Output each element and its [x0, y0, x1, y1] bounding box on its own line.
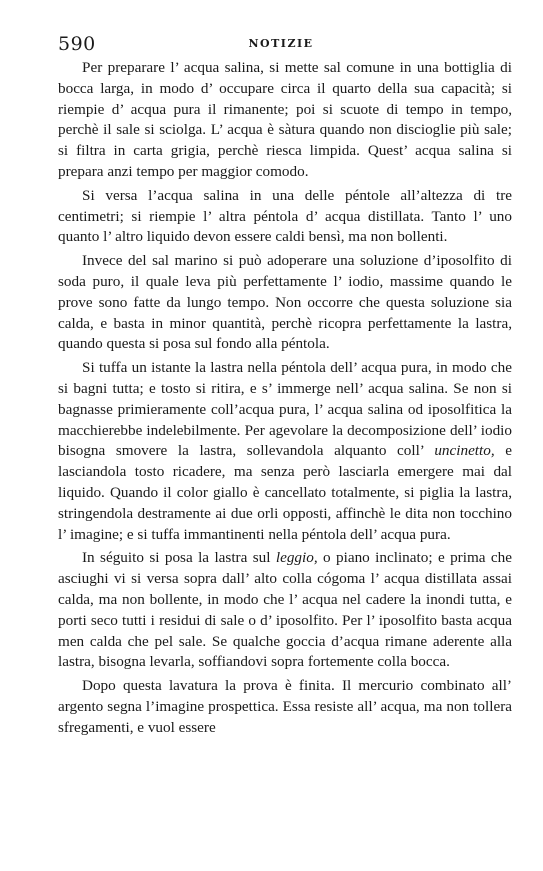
italic-term: leggio, [275, 549, 318, 567]
paragraph-finished-proof: Dopo questa lavatura la prova è finita. Il mercurio combinato all’ argento segna l’imagine prospettica. Essa resiste all’ acqua, ma non tollera sfregamenti, e vuol essere [58, 677, 512, 736]
paragraph-hyposulfite-alternative: Invece del sal marino si può adoperare una soluzione d’iposolfito di soda puro, il quale leva più perfettamente l’ iodio, massime quando le prove sono fatte da lungo tempo. Non occorre che questa soluzione sia calda, e basta in minor quantità, perchè ricopra perfettamente la lastra, quando questa si posa sul fondo alla péntola. [58, 252, 512, 353]
paragraph-text: In séguito si posa la lastra sul [82, 549, 276, 567]
paragraph-salt-water-preparation: Per preparare l’ acqua salina, si mette sal comune in una bottiglia di bocca larga, in modo d’ occupare circa il quarto della sua capacità; si riempie d’ acqua pura il rimanente; poi si scuote di tempo in tempo, perchè il sale si sciolga. L’ acqua è sàtura quando non discioglie più sale; si filtra in carta grigia, perchè riesca limpida. Quest’ acqua salina si prepara anzi tempo per maggior comodo. [58, 59, 512, 180]
paragraph-text: e lasciandola tosto ricadere, ma senza però lasciarla emergere mai dal liquido. Quando il color giallo è cancellato totalmente, si piglia la lastra, stringendola destramente ai due orli opposti, affinchè le dita non tocchino l’ imagine; e si tuffa immantinenti nella péntola dell’ acqua pura. [58, 442, 512, 543]
paragraph-rinsing [58, 548, 512, 673]
paragraph-pouring-solutions: Si versa l’acqua salina in una delle péntole all’altezza di tre centimetri; si riempie l’ altra péntola d’ acqua distillata. Tanto l’ uno quanto l’ altro liquido devon essere caldi bensì, ma non bollenti. [58, 186, 512, 246]
running-head: NOTIZIE [248, 37, 314, 50]
paragraph-plate-immersion [58, 358, 512, 545]
paragraph-text: Si tuffa un istante la lastra nella péntola dell’ acqua pura, in modo che si bagni tutta; e tosto si ritira, e s’ immerge nell’ acqua salina. Se non si bagnasse primieramente coll’acqua pura, l’ acqua salina od iposolfitica la macchierebbe indelebilmente. Per agevolare la decomposizione dell’ iodio bisogna smovere la lastra, sollevandola alquanto coll’ [58, 359, 512, 460]
page-number: 590 [58, 33, 96, 55]
italic-term: uncinetto, [434, 442, 495, 460]
body-text [58, 58, 512, 742]
page-header [58, 33, 504, 57]
paragraph-text: o piano inclinato; e prima che asciughi vi si versa sopra dall’ alto colla cógoma l’ acqua distillata assai calda, ma non bollente, in modo che l’ acqua nel cadere la inondi tutta, e porti seco tutti i residui di sale o d’ iposolfito. Per l’ iposolfito basta acqua men calda che pel sale. Se qualche goccia d’acqua rimane aderente alla lastra, bisogna levarla, soffiandovi sopra fortemente colla bocca. [58, 549, 512, 671]
